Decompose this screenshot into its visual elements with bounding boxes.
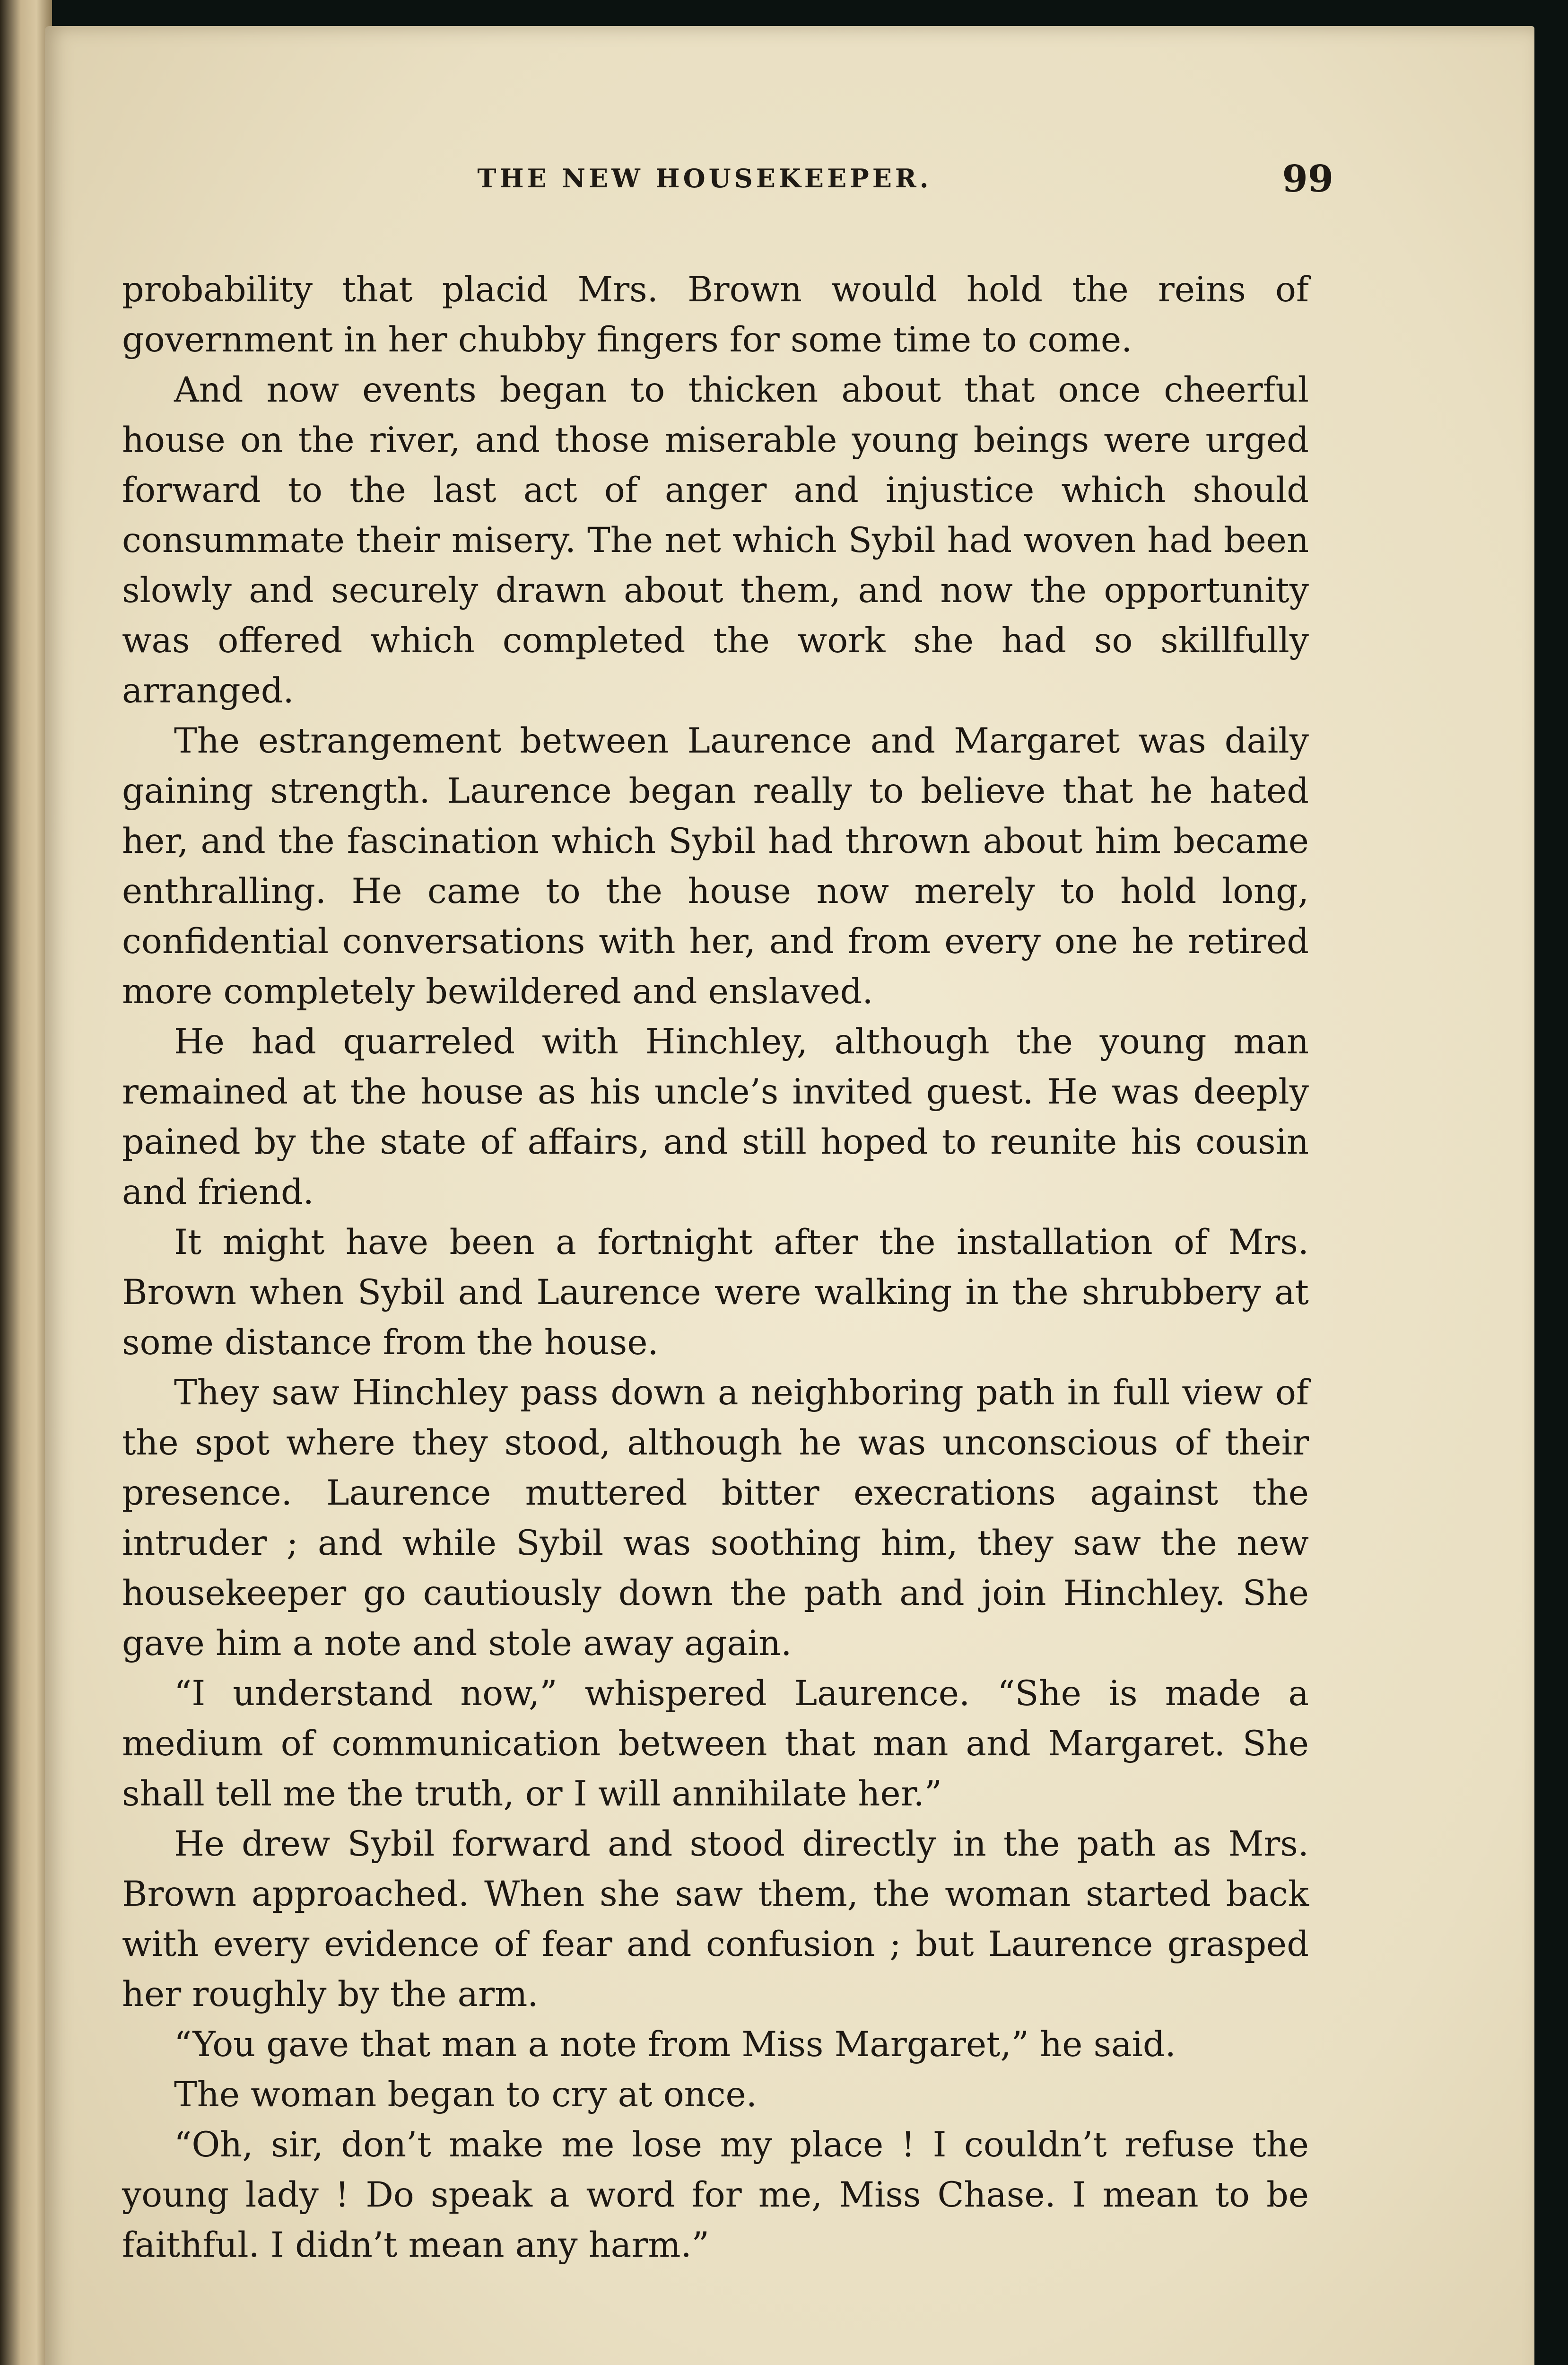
body-text	[122, 265, 1309, 2270]
paragraph-11: “Oh, sir, don’t make me lose my place ! I couldn’t refuse the young lady ! Do speak a word for me, Miss Chase. I mean to be faithful. I didn’t mean any harm.”	[122, 2125, 1309, 2265]
paragraph-8: He drew Sybil forward and stood directly in the path as Mrs. Brown approached. When she saw them, the woman started back with every evidence of fear and confusion ; but Laurence grasped her roughly by the arm.	[122, 1824, 1309, 2015]
paragraph-3: The estrangement between Laurence and Margaret was daily gaining strength. Laurence began really to believe that he hated her, and the fascination which Sybil had thrown about him became enthralling. He came to the house now merely to hold long, confidential conversations with her, and from every one he retired more completely bewildered and enslaved.	[122, 721, 1309, 1012]
paragraph-6: They saw Hinchley pass down a neighboring path in full view of the spot where they stood, although he was unconscious of their presence. Laurence muttered bitter execrations against the intruder ; and while Sybil was soothing him, they saw the new housekeeper go cautiously down the path and join Hinchley. She gave him a note and stole away again.	[122, 1373, 1309, 1664]
paragraph-2: And now events began to thicken about that once cheerful house on the river, and those miserable young beings were urged forward to the last act of anger and injustice which should consummate their misery. The net which Sybil had woven had been slowly and securely drawn about them, and now the opportunity was offered which completed the work she had so skillfully arranged.	[122, 370, 1309, 711]
running-title: THE NEW HOUSEKEEPER.	[477, 163, 932, 193]
book-spine-edge	[0, 0, 52, 2365]
running-header	[80, 158, 1333, 215]
page-number: 99	[1282, 158, 1333, 201]
paragraph-7: “I understand now,” whispered Laurence. “She is made a medium of communication between that man and Margaret. She shall tell me the truth, or I will annihilate her.”	[122, 1673, 1309, 1814]
paragraph-5: It might have been a fortnight after the installation of Mrs. Brown when Sybil and Laurence were walking in the shrubbery at some distance from the house.	[122, 1222, 1309, 1363]
paragraph-1: probability that placid Mrs. Brown would hold the reins of government in her chubby fingers for some time to come.	[122, 270, 1309, 360]
paragraph-9: “You gave that man a note from Miss Margaret,” he said.	[174, 2024, 1176, 2065]
paragraph-4: He had quarreled with Hinchley, although the young man remained at the house as his uncle’s invited guest. He was deeply pained by the state of affairs, and still hoped to reunite his cousin and friend.	[122, 1022, 1309, 1212]
paragraph-10: The woman began to cry at once.	[174, 2075, 757, 2115]
